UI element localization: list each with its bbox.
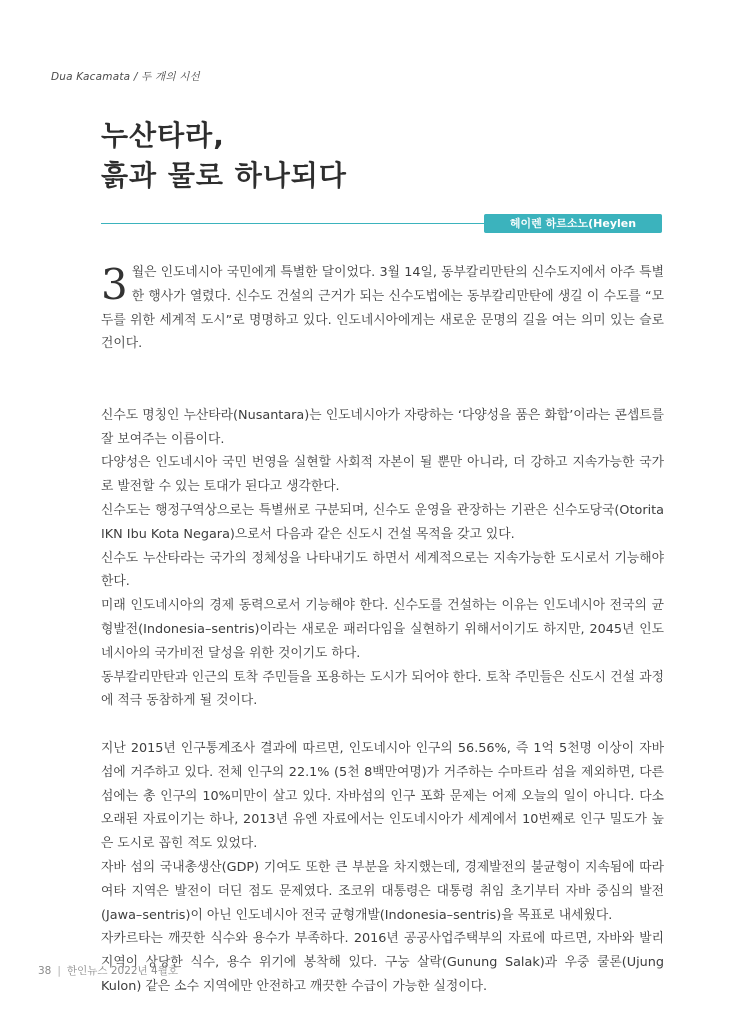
paragraph: 미래 인도네시아의 경제 동력으로서 기능해야 한다. 신수도를 건설하는 이유는 인도네시아 전국의 균형발전(Indonesia–sentris)이라는 새로운 패러다임을 실현하기 위해서이기도 하지만, 2045년 인도네시아의 국가비전 달성을 위한 것이기도 하다.	[101, 598, 664, 661]
author-divider	[101, 223, 493, 224]
title-line-2: 흙과 물로 하나되다	[101, 159, 347, 192]
paragraph: 자바 섬의 국내총생산(GDP) 기여도 또한 큰 부분을 차지했는데, 경제발전의 불균형이 지속됨에 따라 여타 지역은 발전이 더딘 점도 문제였다. 조코위 대통령은 대통령 취임 초기부터 자바 중심의 발전(Jawa–sentris)이 아닌 인도네시아 전국 균형개발(Indonesia–sentris)을 목표로 내세웠다.	[101, 859, 664, 923]
paragraph: 다양성은 인도네시아 국민 번영을 실현할 사회적 자본이 될 뿐만 아니라, 더 강하고 지속가능한 국가로 발전할 수 있는 토대가 된다고 생각한다.	[101, 455, 664, 495]
page-footer	[38, 963, 178, 978]
intro-paragraph	[101, 261, 664, 356]
intro-text: 월은 인도네시아 국민에게 특별한 달이었다. 3월 14일, 동부칼리만탄의 신수도지에서 아주 특별한 행사가 열렸다. 신수도 건설의 근거가 되는 신수도법에는 동부칼리만탄에 생길 이 수도를 “모두를 위한 세계적 도시”로 명명하고 있다. 인도네시아에게는 새로운 문명의 길을 여는 의미 있는 슬로건이다.	[101, 265, 664, 352]
paragraph: 자카르타는 깨끗한 식수와 용수가 부족하다. 2016년 공공사업주택부의 자료에 따르면, 자바와 발리 지역이 상당한 식수, 용수 위기에 봉착해 있다. 구눙 살락(Gunung Salak)과 우중 쿨론(Ujung Kulon) 같은 소수 지역에만 안전하고 깨끗한 수급이 가능한 실정이다.	[101, 931, 664, 994]
paragraph: 신수도 명칭인 누산타라(Nusantara)는 인도네시아가 자랑하는 ‘다양성을 품은 화합’이라는 콘셉트를 잘 보여주는 이름이다.	[101, 407, 664, 447]
drop-cap: 3	[101, 260, 128, 309]
title-line-1: 누산타라,	[101, 119, 225, 152]
page-number: 38	[38, 965, 52, 977]
paragraph: 동부칼리만탄과 인근의 토착 주민들을 포용하는 도시가 되어야 한다. 토착 주민들은 신도시 건설 과정에 적극 동참하게 될 것이다.	[101, 669, 664, 709]
publication-name: 한인뉴스 2022년 4월호	[66, 965, 178, 977]
paragraph: 신수도 누산타라는 국가의 정체성을 나타내기도 하면서 세계적으로는 지속가능한 도시로서 기능해야 한다.	[101, 550, 664, 590]
footer-separator: |	[57, 965, 61, 977]
paragraph: 지난 2015년 인구통계조사 결과에 따르면, 인도네시아 인구의 56.56%, 즉 1억 5천명 이상이 자바 섬에 거주하고 있다. 전체 인구의 22.1% (5천 8백만여명)가 거주하는 수마트라 섬을 제외하면, 다른 섬에는 총 인구의 10%미만이 살고 있다. 자바섬의 인구 포화 문제는 어제 오늘의 일이 아니다. 다소 오래된 자료이기는 하나, 2013년 유엔 자료에서는 인도네시아가 세계에서 10번째로 인구 밀도가 높은 도시로 꼽힌 적도 있었다.	[101, 740, 664, 852]
author-tag: 헤이렌 하르소노(Heylen Harsono)	[484, 214, 662, 233]
section-label: Dua Kacamata / 두 개의 시선	[51, 71, 200, 83]
paragraph: 신수도는 행정구역상으로는 특별州로 구분되며, 신수도 운영을 관장하는 기관은 신수도당국(Otorita IKN Ibu Kota Negara)으로서 다음과 같은 신도시 건설 목적을 갖고 있다.	[101, 502, 664, 542]
article-body	[101, 261, 664, 999]
article-title	[101, 116, 661, 196]
